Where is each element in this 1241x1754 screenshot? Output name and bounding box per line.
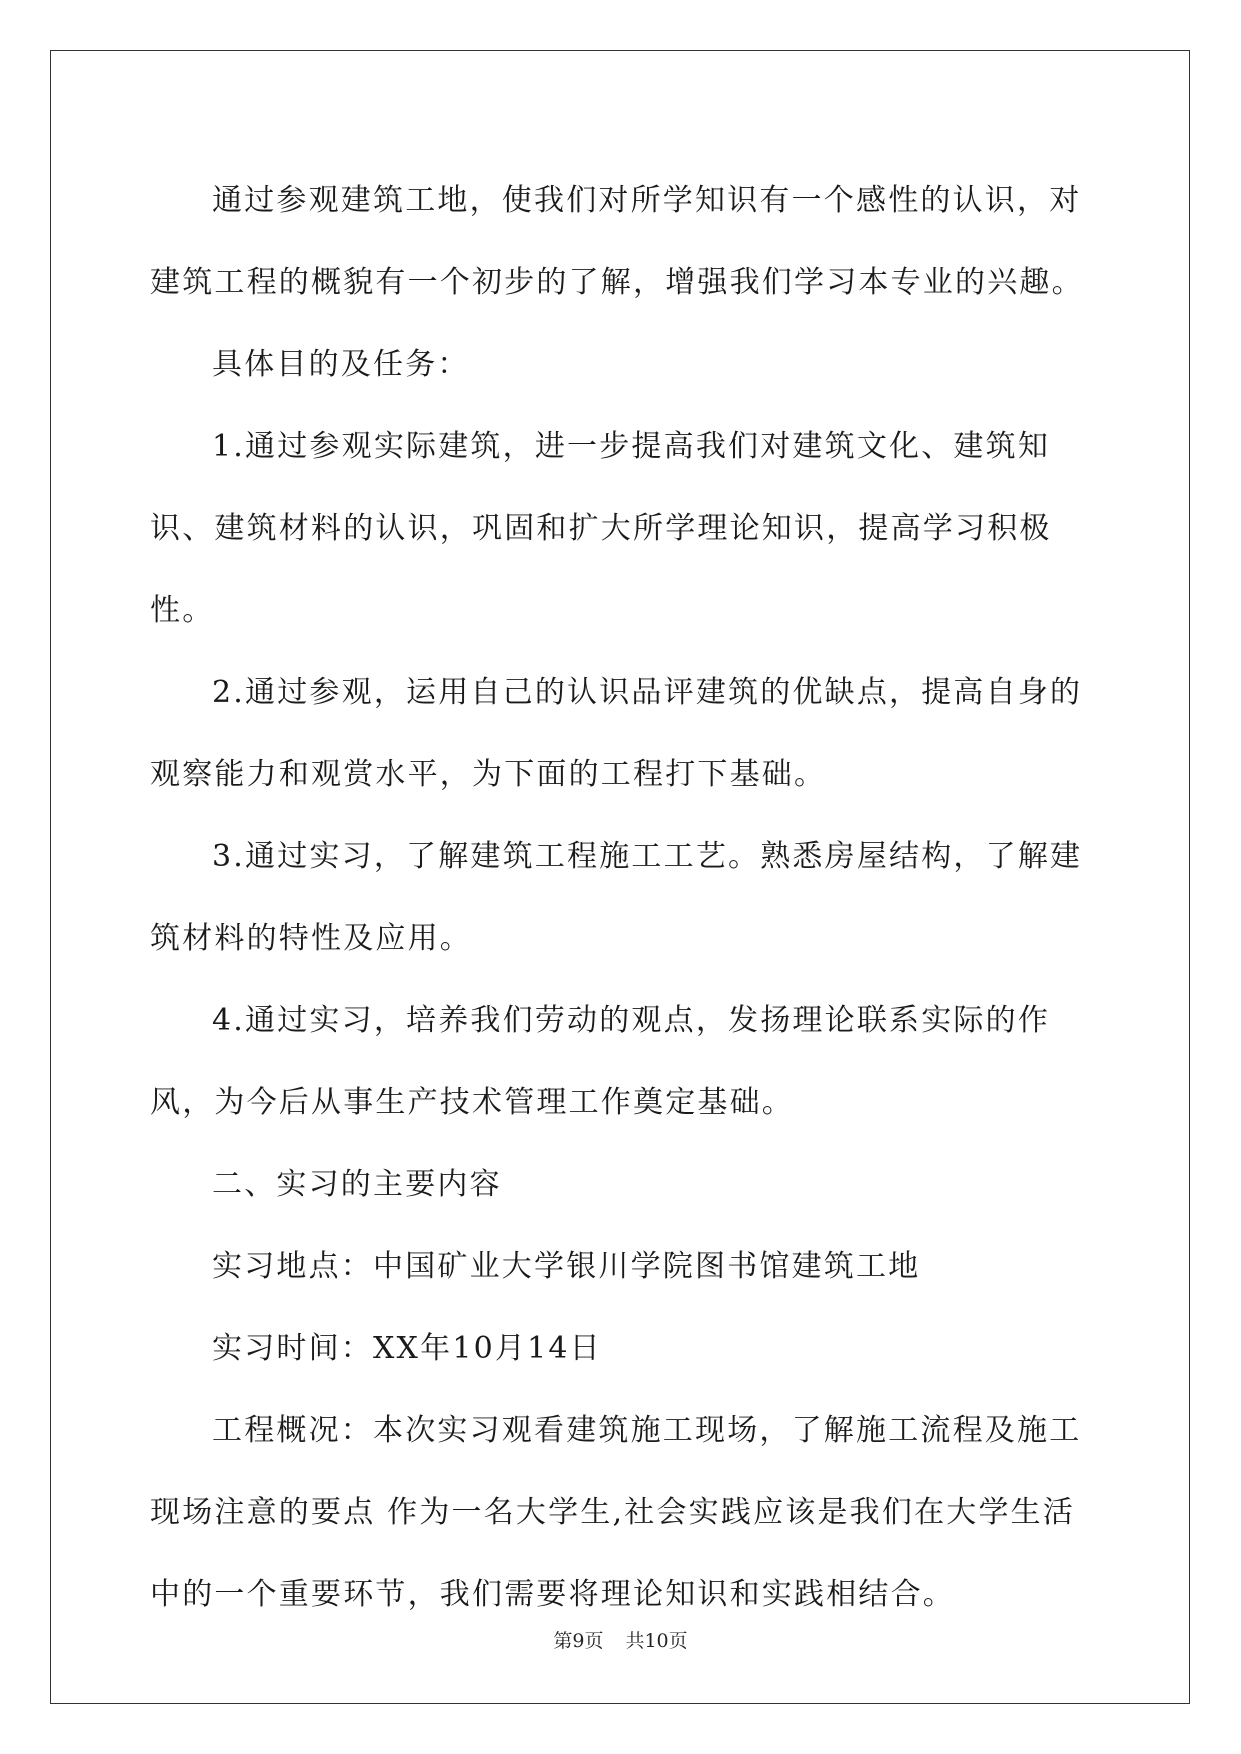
paragraph-task-2: 2.通过参观，运用自己的认识品评建筑的优缺点，提高自身的观察能力和观赏水平，为下面的工程打下基础。 bbox=[150, 675, 1083, 792]
paragraph-task-4: 4.通过实习，培养我们劳动的观点，发扬理论联系实际的作风，为今后从事生产技术管理工作奠定基础。 bbox=[150, 1003, 1051, 1120]
paragraph-tasks-heading: 具体目的及任务： bbox=[212, 347, 470, 382]
paragraph-task-1: 1.通过参观实际建筑，进一步提高我们对建筑文化、建筑知识、建筑材料的认识，巩固和扩大所学理论知识，提高学习积极性。 bbox=[150, 429, 1052, 628]
page-number-current: 第9页 bbox=[553, 1630, 604, 1652]
section-heading-main-content: 二、实习的主要内容 bbox=[212, 1167, 502, 1202]
paragraph-date: 实习时间：XX年10月14日 bbox=[212, 1331, 602, 1366]
paragraph-location: 实习地点：中国矿业大学银川学院图书馆建筑工地 bbox=[212, 1249, 921, 1284]
paragraph-task-3: 3.通过实习，了解建筑工程施工工艺。熟悉房屋结构，了解建筑材料的特性及应用。 bbox=[150, 839, 1083, 956]
page-number-total: 共10页 bbox=[625, 1630, 688, 1652]
page-footer bbox=[0, 1626, 1241, 1653]
paragraph-overview: 工程概况：本次实习观看建筑施工现场，了解施工流程及施工现场注意的要点 作为一名大学生,社会实践应该是我们在大学生活中的一个重要环节，我们需要将理论知识和实践相结合。 bbox=[150, 1413, 1082, 1612]
paragraph-purpose: 通过参观建筑工地，使我们对所学知识有一个感性的认识，对建筑工程的概貌有一个初步的了解，增强我们学习本专业的兴趣。 bbox=[150, 183, 1084, 300]
document-body bbox=[150, 160, 1090, 1636]
